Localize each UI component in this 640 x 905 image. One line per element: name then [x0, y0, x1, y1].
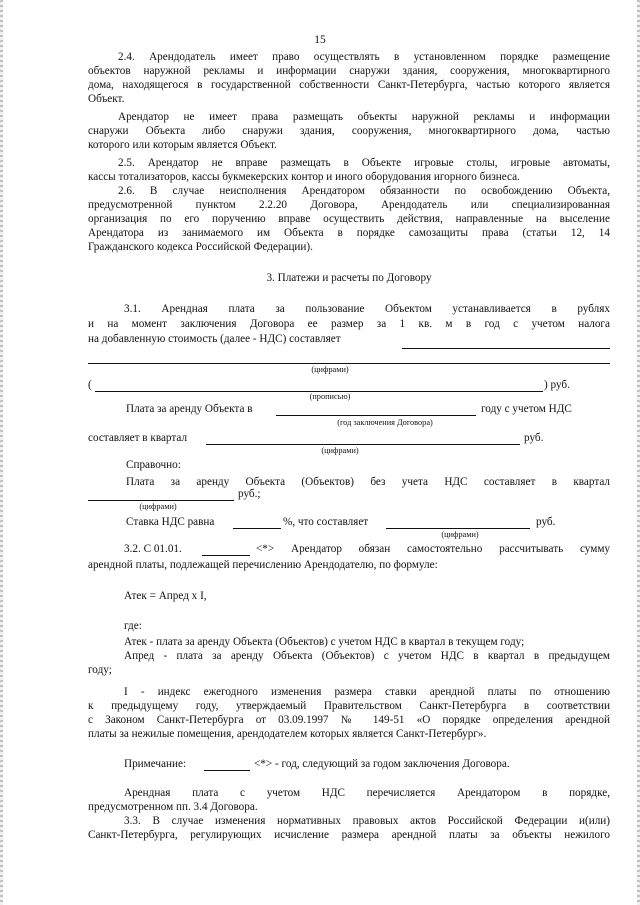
blank-primechanie — [204, 770, 250, 771]
section-title: 3. Платежи и расчеты по Договору — [266, 272, 432, 284]
para-3-2-line-2: арендной платы, подлежащей перечислению Арендодателю, по формуле: — [88, 559, 438, 571]
blank-rate-per-sqm — [402, 348, 610, 349]
i-definition-line-3: с Законом Санкт-Петербурга от 03.09.1997 № 149-51 «О порядке определения арендной — [88, 714, 610, 726]
apred-definition-line-2: году; — [88, 664, 112, 676]
i-definition-line-2: к предыдущему году, утверждаемый Правительством Санкт-Петербурга в соответствии — [88, 700, 610, 712]
blank-without-vat — [88, 500, 234, 501]
para-3-2-start: 3.2. С 01.01. — [124, 543, 182, 555]
para-2-6-line-1: 2.6. В случае неисполнения Арендатором обязанности по освобождению Объекта, — [118, 185, 610, 197]
para-3-1-line-3: на добавленную стоимость (далее - НДС) составляет — [88, 333, 341, 345]
bez-nds-text: Плата за аренду Объекта (Объектов) без учета НДС составляет в квартал — [126, 476, 610, 488]
apred-definition-line-1: Апред - плата за аренду Объекта (Объектов) с учетом НДС в квартал в предыдущем — [124, 650, 610, 662]
blank-vat-rate — [233, 528, 281, 529]
para-2-6-line-5: Гражданского кодекса Российской Федерации). — [88, 241, 313, 253]
para-2-6-line-2: предусмотренной пунктом 2.2.20 Договора, Арендодатель или специализированная — [88, 199, 610, 211]
blank-year — [202, 555, 250, 556]
formula: Атек = Апред х I, — [124, 590, 207, 602]
stavka-nds-label: Ставка НДС равна — [126, 516, 215, 528]
gde-label: где: — [124, 620, 142, 632]
atek-definition: Атек - плата за аренду Объекта (Объектов) с учетом НДС в квартал в текущем году; — [124, 636, 525, 648]
blank-vat-amount — [386, 528, 530, 529]
para-3-1-line-1: 3.1. Арендная плата за пользование Объектом устанавливается в рублях — [124, 303, 610, 315]
caption-ciframi-4: (цифрами) — [441, 530, 479, 539]
primechanie-text: <*> - год, следующий за годом заключения Договора. — [254, 758, 510, 770]
i-definition-line-4: платы за нежилые помещения, арендодателем которых является Санкт-Петербург». — [88, 728, 487, 740]
open-paren: ( — [88, 379, 92, 391]
para-2-6-line-4: Арендатора из занимаемого им Объекта в порядке самозащиты права (статьи 12, 14 — [88, 227, 610, 239]
godu-s-nds-label: году с учетом НДС — [481, 403, 572, 415]
caption-ciframi-2: (цифрами) — [321, 446, 359, 455]
percent-sost-label: %, что составляет — [283, 516, 369, 528]
para-2-5-line-2: кассы тотализаторов, кассы букмекерских контор и иного оборудования игорного бизнеса. — [88, 171, 520, 183]
para-3-3-line-2: Санкт-Петербурга, регулирующих исчисление размера арендной платы за объекты нежилого — [88, 829, 610, 841]
caption-propisyu: (прописью) — [309, 392, 351, 401]
caption-ciframi-1: (цифрами) — [311, 365, 349, 374]
arendnaya-line-1: Арендная плата с учетом НДС перечисляется Арендатором в порядке, — [124, 787, 610, 799]
rub-semicolon: руб.; — [238, 488, 261, 500]
para-2-4-line-2: объектов наружной рекламы и информации снаружи здания, сооружения, многоквартирного — [88, 65, 610, 77]
para-3-1-line-2: и на момент заключения Договора ее размер за 1 кв. м в год с учетом налога — [88, 318, 610, 330]
para-2-5-line-1: 2.5. Арендатор не вправе размещать в Объекте игровые столы, игровые автоматы, — [118, 157, 610, 169]
scan-edge-left — [0, 0, 3, 905]
arendnaya-line-2: предусмотренном пп. 3.4 Договора. — [88, 801, 258, 813]
rub-label-2: руб. — [536, 516, 556, 528]
blank-contract-year — [276, 415, 476, 416]
i-definition-line-1: I - индекс ежегодного изменения размера ставки арендной платы по отношению — [124, 686, 610, 698]
para-2-6-line-3: организация по его поручению вправе осуществить действия, направленные на выселение — [88, 213, 610, 225]
caption-god-zakl: (год заключения Договора) — [337, 418, 433, 427]
spravochno-label: Справочно: — [126, 459, 181, 471]
rub-paren: ) руб. — [544, 379, 570, 391]
para-3-3-line-1: 3.3. В случае изменения нормативных правовых актов Российской Федерации и(или) — [124, 815, 610, 827]
sostavlyaet-kv-label: составляет в квартал — [88, 432, 188, 444]
rub-label-1: руб. — [524, 432, 544, 444]
para-2-4-line-4: Объект. — [88, 93, 125, 105]
para-3-2-line-1b: <*> Арендатор обязан самостоятельно рассчитывать сумму — [256, 543, 610, 555]
page-number: 15 — [314, 34, 326, 46]
para-2-4b-line-3: которого или которым является Объект. — [88, 139, 277, 151]
para-2-4b-line-2: снаружи Объекта либо снаружи здания, сооружения, многоквартирного дома, частью — [88, 125, 610, 137]
para-2-4-line-1: 2.4. Арендодатель имеет право осуществлять в установленном порядке размещение — [118, 51, 610, 63]
para-2-4-line-3: дома, находящегося в государственной собственности Санкт-Петербурга, частью которого является — [88, 79, 610, 91]
caption-ciframi-3: (цифрами) — [139, 502, 177, 511]
blank-rate-digits-line — [88, 363, 610, 364]
blank-quarter-amount — [206, 444, 520, 445]
primechanie-label: Примечание: — [124, 758, 187, 770]
plata-za-arendu-label: Плата за аренду Объекта в — [126, 403, 253, 415]
para-2-4b-line-1: Арендатор не имеет права размещать объекты наружной рекламы и информации — [118, 111, 610, 123]
